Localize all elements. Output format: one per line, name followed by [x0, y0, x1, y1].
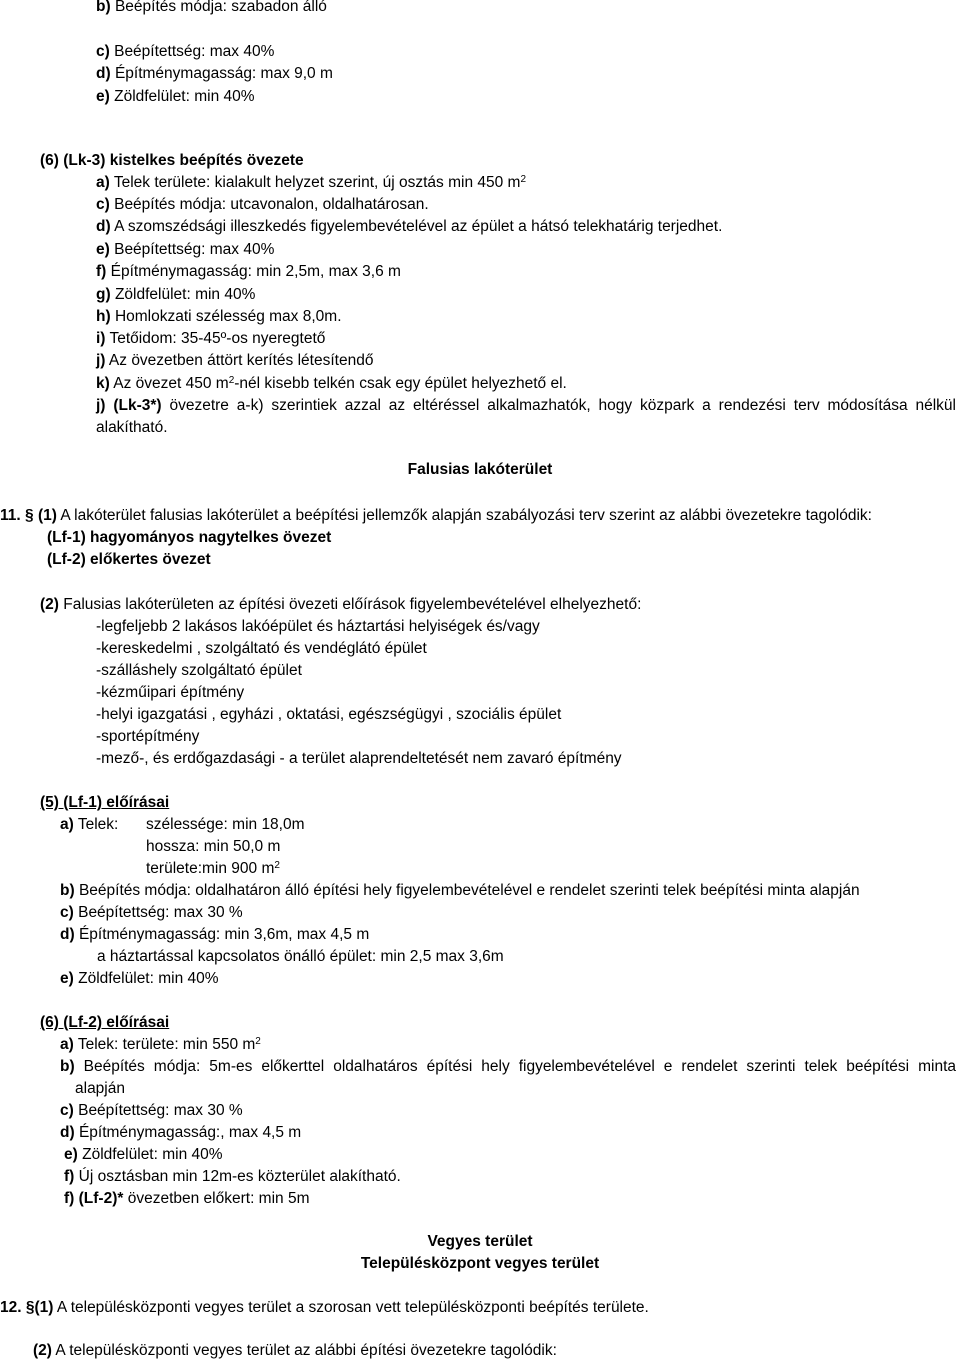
- line-d-szomszedsagi: d) A szomszédsági illeszkedés figyelembevételével az épület a hátsó telekhatárig terjedhet.: [96, 218, 723, 235]
- list-item: -kézműipari építmény: [96, 684, 245, 701]
- line-a-telek-lf2: a) Telek: területe: min 550 $m^2$: [60, 1036, 261, 1053]
- line-e-zoldfelulet-lf1: e) Zöldfelület: min 40%: [60, 970, 219, 987]
- line-d-epitmenymagassag-lf2: d) Építménymagasság:, max 4,5 m: [60, 1124, 302, 1141]
- line-f-epitmenymagassag: f) Építménymagasság: min 2,5m, max 3,6 m: [96, 263, 401, 280]
- line-d-epitmenymagassag: d) Építménymagasság: max 9,0 m: [96, 65, 333, 82]
- heading-vegyes-terulet: Vegyes terület: [427, 1233, 533, 1250]
- section-lk3-heading: (6) (Lk-3) kistelkes beépítés övezete: [40, 152, 304, 169]
- zone-lf2: (Lf-2) előkertes övezet: [47, 551, 211, 568]
- line-c-beepitettseg-lf1: c) Beépítettség: max 30 %: [60, 904, 243, 921]
- line-e-zoldfelulet: e) Zöldfelület: min 40%: [96, 88, 255, 105]
- heading-falusias-lakoterulet: Falusias lakóterület: [407, 461, 553, 478]
- section-lf2-heading: (6) (Lf-2) előírásai: [40, 1014, 170, 1031]
- list-item: -szálláshely szolgáltató épület: [96, 662, 302, 679]
- line-a-telek: a) Telek:: [60, 816, 119, 833]
- line-f-lf2-star: f) (Lf-2)* övezetben előkert: min 5m: [64, 1190, 310, 1207]
- line-d-epitmenymagassag-lf1: d) Építménymagasság: min 3,6m, max 4,5 m: [60, 926, 370, 943]
- paragraph-11: 11. § (1) A lakóterület falusias lakóterület a beépítési jellemzők alapján szabályozási terv szerint az alábbi övezetekre tagolódik:: [0, 507, 872, 524]
- paragraph-2-falusias: (2) Falusias lakóterületen az építési övezeti előírások figyelembevételével elhelyezhető:: [40, 596, 642, 613]
- line-b-beepites-modja-lf1: b) Beépítés módja: oldalhatáron álló építési hely figyelembevételével e rendelet szerinti telek beépítési minta alapján: [60, 882, 860, 899]
- line-b-beepites-modja: b) Beépítés módja: szabadon álló: [96, 0, 327, 15]
- paragraph-12-2: (2) A településközponti vegyes terület az alábbi építési övezetekre tagolódik:: [33, 1342, 557, 1359]
- line-f-uj-osztas: f) Új osztásban min 12m-es közterület alakítható.: [64, 1168, 401, 1185]
- line-j-kerites: j) Az övezetben áttört kerítés létesítendő: [96, 352, 374, 369]
- line-haztartas: a háztartással kapcsolatos önálló épület: min 2,5 max 3,6m: [97, 948, 504, 965]
- list-item: -legfeljebb 2 lakásos lakóépület és háztartási helyiségek és/vagy: [96, 618, 540, 635]
- section-lf1-heading: (5) (Lf-1) előírásai: [40, 794, 170, 811]
- list-item: -sportépítmény: [96, 728, 200, 745]
- line-c-beepites-modja: c) Beépítés módja: utcavonalon, oldalhatárosan.: [96, 196, 429, 213]
- line-c-beepitettseg-lf2: c) Beépítettség: max 30 %: [60, 1102, 243, 1119]
- line-e-zoldfelulet-lf2: e) Zöldfelület: min 40%: [64, 1146, 223, 1163]
- line-alakithato: alakítható.: [96, 419, 168, 436]
- heading-telepuleskozpont: Településközpont vegyes terület: [360, 1255, 600, 1272]
- line-j-lk3-star: j) (Lk-3*) övezetre a-k) szerintiek azzal az eltéréssel alkalmazhatók, hogy közpark a rendezési terv módosítása nélkül: [96, 397, 956, 414]
- line-h-homlokzati: h) Homlokzati szélesség max 8,0m.: [96, 308, 342, 325]
- line-hossza: hossza: min 50,0 m: [146, 838, 281, 855]
- line-e-beepitettseg: e) Beépítettség: max 40%: [96, 241, 275, 258]
- zone-lf1: (Lf-1) hagyományos nagytelkes övezet: [47, 529, 332, 546]
- list-item: -mező-, és erdőgazdasági - a terület alaprendeltetését nem zavaró építmény: [96, 750, 622, 767]
- list-item: -helyi igazgatási , egyházi , oktatási, egészségügyi , szociális épület: [96, 706, 562, 723]
- line-g-zoldfelulet: g) Zöldfelület: min 40%: [96, 286, 256, 303]
- paragraph-12: 12. §(1) A településközponti vegyes terület a szorosan vett településközponti beépítés területe.: [0, 1299, 649, 1316]
- line-a-telek-terulete: a) Telek területe: kialakult helyzet szerint, új osztás min 450 $m^2$: [96, 174, 527, 191]
- list-item: -kereskedelmi , szolgáltató és vendéglátó épület: [96, 640, 427, 657]
- line-k-ovezet: k) Az övezet 450 $m^2$-nél kisebb telkén csak egy épület helyezhető el.: [96, 375, 567, 392]
- line-i-tetoidom: i) Tetőidom: 35-45º-os nyeregtető: [96, 330, 326, 347]
- line-b-beepites-modja-lf2: b) Beépítés módja: 5m-es előkerttel oldalhatáros építési hely figyelembevételével e rendelet szerinti telek beépítési minta: [60, 1058, 956, 1075]
- line-c-beepitettseg: c) Beépítettség: max 40%: [96, 43, 275, 60]
- line-szelessege: szélessége: min 18,0m: [146, 816, 305, 833]
- line-alapjan: alapján: [75, 1080, 125, 1097]
- line-terulete: területe:min 900 $m^2$: [146, 860, 280, 877]
